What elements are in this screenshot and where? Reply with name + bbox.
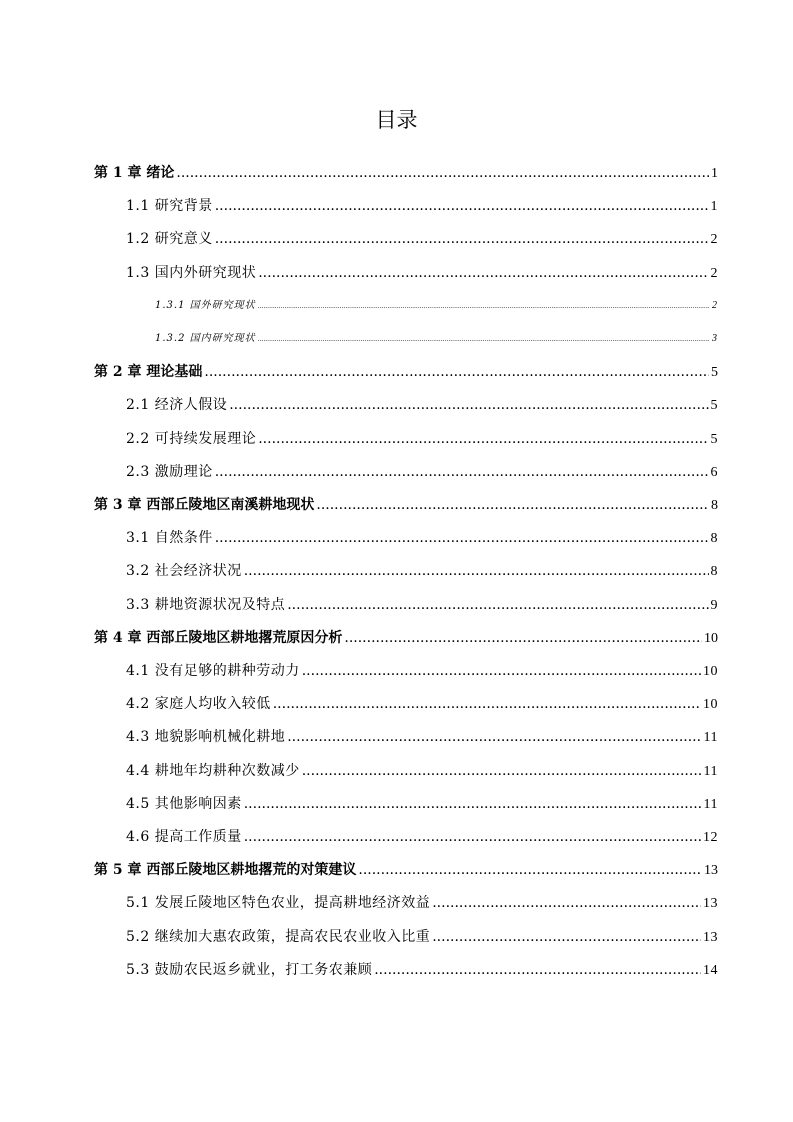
toc-entry-page-number: 6: [710, 464, 718, 480]
toc-entry-label: 5.3 鼓励农民返乡就业，打工务农兼顾: [126, 961, 373, 978]
dot-leader: [287, 727, 701, 747]
toc-entry-level-2[interactable]: [126, 528, 718, 549]
dot-leader: [302, 661, 701, 681]
toc-entry-page-number: 5: [711, 365, 718, 381]
toc-entry-page-number: 14: [703, 962, 718, 978]
toc-entry-level-2[interactable]: [126, 827, 718, 848]
toc-entry-page-number: 10: [703, 664, 718, 679]
dot-leader: [344, 628, 702, 648]
toc-entry-level-3[interactable]: [155, 329, 718, 350]
dot-leader: [374, 960, 701, 980]
toc-entry-level-1[interactable]: [94, 362, 718, 383]
toc-entry-label: 1.3 国内外研究现状: [126, 264, 257, 281]
toc-entry-level-2[interactable]: [126, 694, 718, 715]
toc-entry-level-2[interactable]: [126, 927, 718, 948]
toc-entry-label: 4.5 其他影响因素: [126, 795, 242, 812]
toc-entry-label: 2.2 可持续发展理论: [126, 430, 257, 447]
toc-entry-level-2[interactable]: [126, 893, 718, 914]
dot-leader: [215, 528, 709, 548]
toc-entry-level-2[interactable]: [126, 229, 718, 250]
toc-entry-label: 第 2 章 理论基础: [94, 364, 203, 381]
dot-leader: [176, 163, 709, 183]
dot-leader: [215, 196, 709, 216]
toc-entry-label: 1.1 研究背景: [126, 198, 213, 215]
toc-entry-label: 3.2 社会经济状况: [126, 563, 242, 580]
toc-entry-label: 4.2 家庭人均收入较低: [126, 696, 271, 713]
toc-entry-level-2[interactable]: [126, 196, 718, 217]
dot-leader: [244, 827, 701, 847]
toc-entry-label: 4.1 没有足够的耕种劳动力: [126, 663, 300, 679]
toc-entry-page-number: 11: [703, 796, 718, 812]
dot-leader: [432, 893, 701, 913]
dot-leader: [258, 329, 710, 350]
toc-entry-label: 4.6 提高工作质量: [126, 829, 242, 845]
toc-entry-page-number: 2: [710, 232, 718, 248]
toc-entry-page-number: 5: [710, 431, 718, 447]
toc-entry-label: 第 1 章 绪论: [94, 165, 175, 181]
dot-leader: [229, 395, 708, 415]
toc-entry-page-number: 13: [703, 896, 718, 912]
toc-entry-label: 第 3 章 西部丘陵地区南溪耕地现状: [94, 497, 315, 513]
dot-leader: [302, 761, 702, 781]
toc-entry-page-number: 8: [710, 564, 718, 580]
dot-leader: [258, 296, 710, 317]
toc-entry-level-1[interactable]: [94, 495, 718, 516]
toc-entry-level-1[interactable]: [94, 628, 718, 649]
toc-entry-label: 1.3.1 国外研究现状: [155, 299, 256, 311]
toc-entry-page-number: 8: [710, 531, 718, 547]
toc-entry-level-2[interactable]: [126, 794, 718, 815]
toc-entry-label: 4.3 地貌影响机械化耕地: [126, 729, 286, 746]
toc-entry-label: 4.4 耕地年均耕种次数减少: [126, 762, 300, 779]
toc-entry-label: 3.3 耕地资源状况及特点: [126, 596, 286, 613]
toc-entry-level-2[interactable]: [126, 429, 718, 450]
toc-entry-level-2[interactable]: [126, 263, 718, 284]
toc-entry-page-number: 10: [704, 630, 718, 646]
toc-entry-label: 1.3.2 国内研究现状: [155, 333, 256, 344]
toc-entry-page-number: 12: [703, 830, 718, 845]
toc-entry-page-number: 13: [704, 863, 718, 879]
toc-entry-page-number: 3: [712, 333, 718, 344]
toc-entry-page-number: 1: [710, 199, 718, 215]
toc-entry-level-1[interactable]: [94, 860, 718, 881]
toc-entry-page-number: 11: [703, 730, 718, 746]
toc-entry-page-number: 1: [711, 166, 718, 181]
dot-leader: [215, 229, 709, 249]
toc-entry-level-2[interactable]: [126, 395, 718, 416]
toc-entry-page-number: 2: [710, 265, 718, 281]
toc-entry-page-number: 10: [703, 697, 718, 713]
toc-entry-level-2[interactable]: [126, 727, 718, 748]
toc-entry-level-2[interactable]: [126, 595, 718, 616]
dot-leader: [358, 860, 702, 880]
toc-entry-label: 2.1 经济人假设: [126, 397, 228, 414]
toc-title: 目录: [375, 108, 418, 132]
toc-entry-page-number: 5: [710, 398, 718, 414]
dot-leader: [287, 595, 708, 615]
toc-entry-page-number: 9: [710, 597, 718, 613]
toc-entry-level-2[interactable]: [126, 561, 718, 582]
toc-entry-label: 5.1 发展丘陵地区特色农业，提高耕地经济效益: [126, 895, 431, 912]
toc-entry-page-number: 2: [712, 299, 718, 311]
dot-leader: [204, 362, 709, 382]
toc-entry-level-2[interactable]: [126, 661, 718, 682]
toc-entry-level-2[interactable]: [126, 960, 718, 981]
dot-leader: [316, 495, 709, 515]
toc-entry-page-number: 11: [703, 763, 718, 779]
toc-entry-label: 3.1 自然条件: [126, 530, 213, 547]
dot-leader: [273, 694, 701, 714]
toc-entry-level-2[interactable]: [126, 462, 718, 483]
toc-entry-label: 第 5 章 西部丘陵地区耕地撂荒的对策建议: [94, 862, 357, 879]
dot-leader: [258, 429, 708, 449]
dot-leader: [258, 263, 708, 283]
toc-entry-level-3[interactable]: [155, 296, 718, 317]
toc-entry-label: 第 4 章 西部丘陵地区耕地撂荒原因分析: [94, 629, 343, 646]
dot-leader: [244, 794, 702, 814]
toc-entry-page-number: 8: [711, 498, 718, 513]
dot-leader: [432, 927, 701, 947]
toc-entry-label: 1.2 研究意义: [126, 231, 213, 248]
toc-entry-level-2[interactable]: [126, 761, 718, 782]
toc-entry-page-number: 13: [703, 929, 718, 945]
toc-entry-label: 5.2 继续加大惠农政策，提高农民农业收入比重: [126, 928, 431, 945]
toc-entry-label: 2.3 激励理论: [126, 463, 213, 480]
dot-leader: [215, 462, 709, 482]
dot-leader: [244, 561, 709, 581]
toc-entry-level-1[interactable]: [94, 163, 718, 184]
